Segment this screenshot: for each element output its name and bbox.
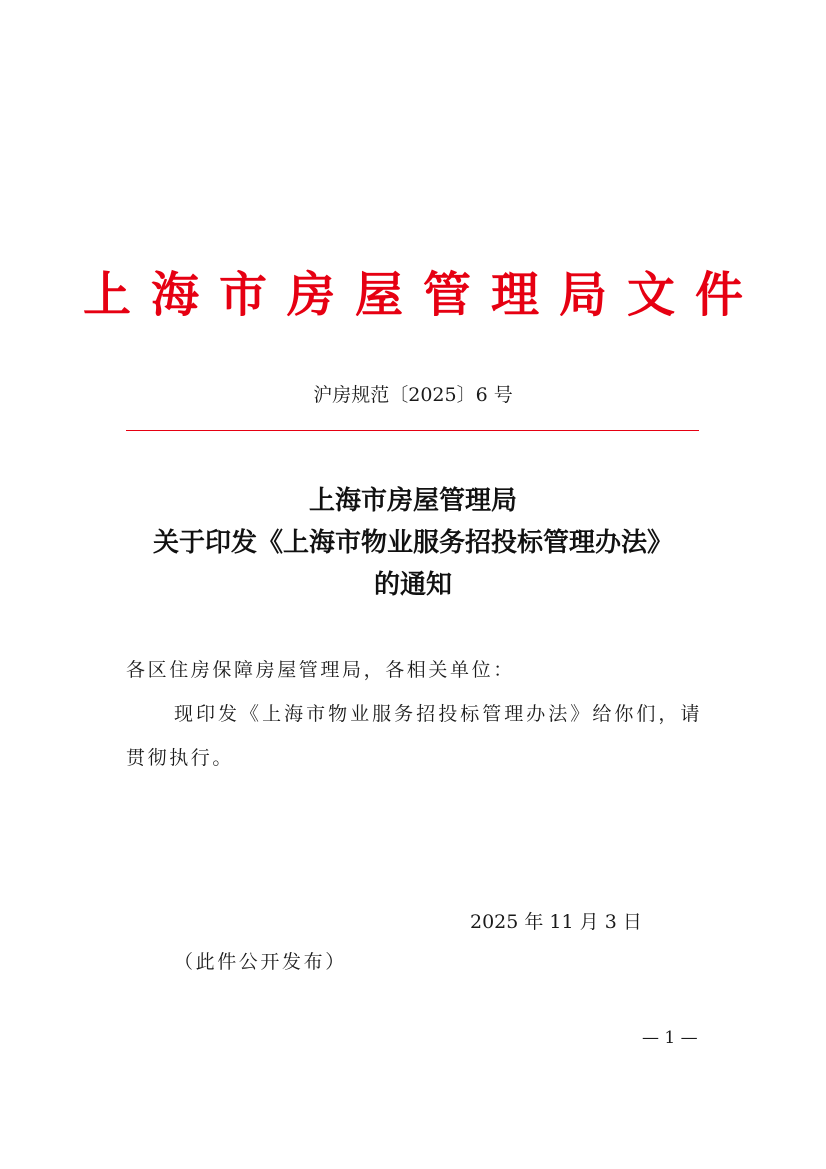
body-paragraph: 现印发《上海市物业服务招投标管理办法》给你们，请贯彻执行。 — [126, 703, 702, 769]
public-release-note: （此件公开发布） — [174, 951, 347, 973]
document-number: 沪房规范〔2025〕6 号 — [313, 384, 513, 406]
title-line-2: 关于印发《上海市物业服务招投标管理办法》 — [152, 528, 673, 558]
red-divider-line — [126, 430, 699, 431]
title-line-1: 上海市房屋管理局 — [308, 486, 517, 516]
document-title — [0, 480, 826, 606]
issuer-title: 上海市房屋管理局文件 — [82, 267, 763, 323]
page-number: — 1 — — [642, 1028, 698, 1048]
salutation: 各区住房保障房屋管理局，各相关单位： — [126, 659, 515, 681]
issue-date: 2025 年 11 月 3 日 — [470, 911, 642, 933]
title-line-3: 的通知 — [373, 570, 452, 600]
